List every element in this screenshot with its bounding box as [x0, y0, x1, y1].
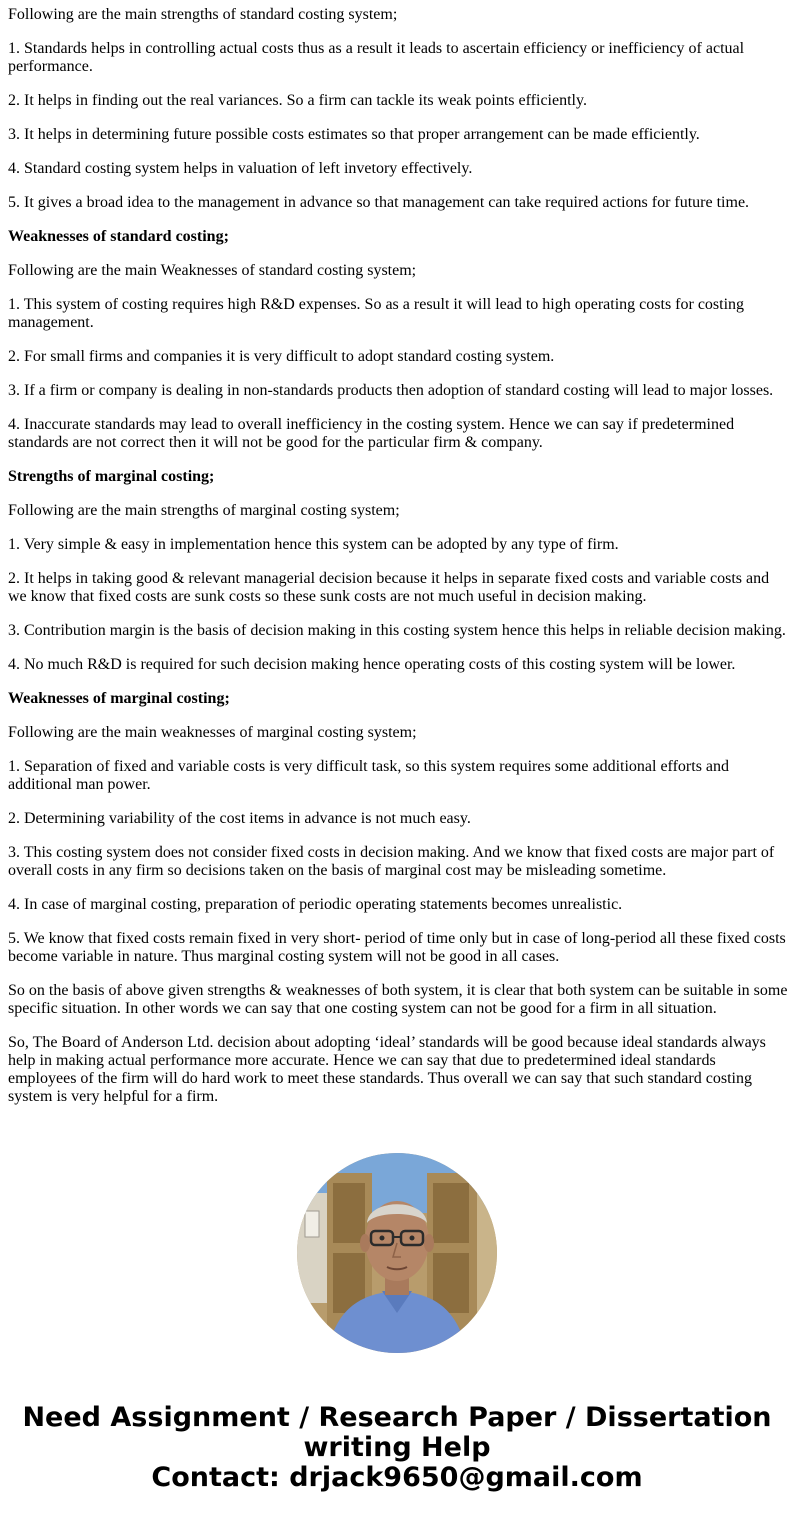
paragraph: 1. Very simple & easy in implementation hence this system can be adopted by any type of firm. — [8, 536, 619, 553]
paragraph: Following are the main strengths of standard costing system; — [8, 6, 398, 23]
paragraph: 3. Contribution margin is the basis of decision making in this costing system hence this helps in reliable decision making. — [8, 622, 786, 639]
answer-text — [8, 0, 788, 1122]
banner-line-2: writing Help — [303, 1432, 491, 1463]
paragraph: 4. Standard costing system helps in valuation of left invetory effectively. — [8, 160, 473, 177]
paragraph: 4. In case of marginal costing, preparation of periodic operating statements becomes unrealistic. — [8, 896, 623, 913]
section-heading: Weaknesses of standard costing; — [8, 228, 229, 245]
paragraph: 3. If a firm or company is dealing in non-standards products then adoption of standard costing will lead to major losses. — [8, 382, 774, 399]
paragraph: Following are the main strengths of marginal costing system; — [8, 502, 400, 519]
paragraph: 5. We know that fixed costs remain fixed in very short- period of time only but in case of long-period all these fixed costs become variable in nature. Thus marginal costing system will not be good in all cases. — [8, 930, 786, 965]
paragraph: Following are the main Weaknesses of standard costing system; — [8, 262, 417, 279]
person-photo-icon — [297, 1153, 497, 1353]
paragraph: 2. Determining variability of the cost items in advance is not much easy. — [8, 810, 471, 827]
paragraph: 3. It helps in determining future possible costs estimates so that proper arrangement can be made efficiently. — [8, 126, 700, 143]
section-heading: Weaknesses of marginal costing; — [8, 690, 230, 707]
paragraph: 1. Standards helps in controlling actual costs thus as a result it leads to ascertain efficiency or inefficiency of actual performance. — [8, 40, 745, 75]
paragraph: 2. For small firms and companies it is very difficult to adopt standard costing system. — [8, 348, 555, 365]
paragraph: 4. No much R&D is required for such decision making hence operating costs of this costing system will be lower. — [8, 656, 736, 673]
paragraph: Following are the main weaknesses of marginal costing system; — [8, 724, 417, 741]
author-photo — [297, 1153, 497, 1353]
banner-contact-email: Contact: drjack9650@gmail.com — [151, 1462, 643, 1493]
paragraph: So on the basis of above given strengths & weaknesses of both system, it is clear that both system can be suitable in some specific situation. In other words we can say that one costing system can not be good for a firm in all situation. — [8, 982, 788, 1017]
contact-banner — [0, 1403, 794, 1493]
paragraph: 2. It helps in taking good & relevant managerial decision because it helps in separate fixed costs and variable costs and we know that fixed costs are sunk costs so these sunk costs are not much useful in decision making. — [8, 570, 770, 605]
paragraph: So, The Board of Anderson Ltd. decision about adopting ‘ideal’ standards will be good because ideal standards always help in making actual performance more accurate. Hence we can say that due to predetermined ideal standards employees of the firm will do hard work to meet these standards. Thus overall we can say that such standard costing system is very helpful for a firm. — [8, 1034, 766, 1105]
paragraph: 2. It helps in finding out the real variances. So a firm can tackle its weak points efficiently. — [8, 92, 587, 109]
paragraph: 5. It gives a broad idea to the management in advance so that management can take required actions for future time. — [8, 194, 750, 211]
paragraph: 3. This costing system does not consider fixed costs in decision making. And we know that fixed costs are major part of overall costs in any firm so decisions taken on the basis of marginal cost may be misleading sometime. — [8, 844, 775, 879]
banner-line-1: Need Assignment / Research Paper / Dissertation — [22, 1402, 772, 1433]
paragraph: 1. Separation of fixed and variable costs is very difficult task, so this system requires some additional efforts and additional man power. — [8, 758, 730, 793]
section-heading: Strengths of marginal costing; — [8, 468, 215, 485]
paragraph: 1. This system of costing requires high R&D expenses. So as a result it will lead to high operating costs for costing management. — [8, 296, 745, 331]
paragraph: 4. Inaccurate standards may lead to overall inefficiency in the costing system. Hence we can say if predetermined standards are not correct then it will not be good for the particular firm & company. — [8, 416, 735, 451]
